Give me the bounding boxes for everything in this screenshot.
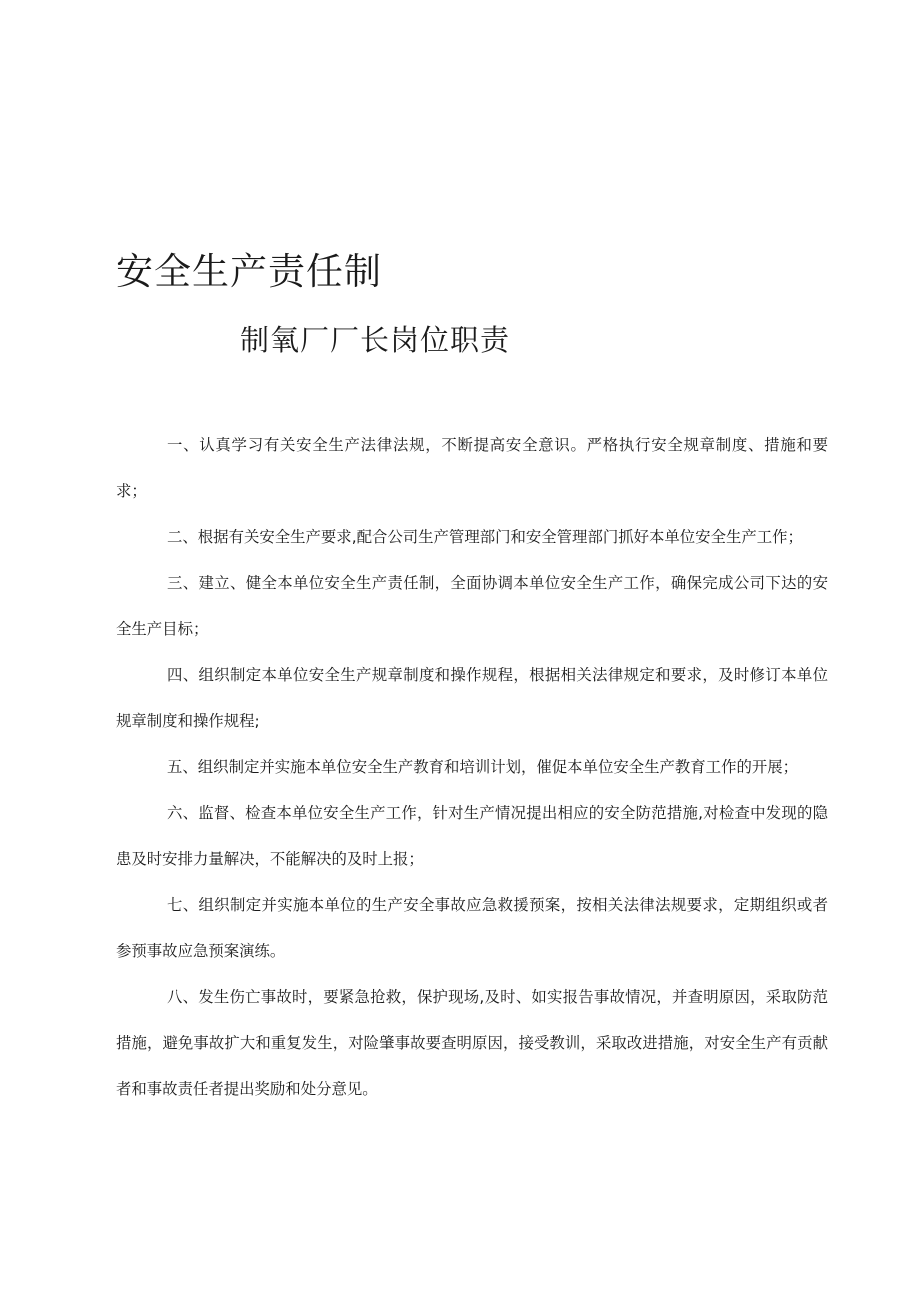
- paragraph-5: 五、组织制定并实施本单位安全生产教育和培训计划，催促本单位安全生产教育工作的开展；: [167, 758, 799, 776]
- paragraph-6: 六、监督、检查本单位安全生产工作，针对生产情况提出相应的安全防范措施,对检查中发现的隐患及时安排力量解决，不能解决的及时上报；: [116, 804, 828, 868]
- paragraph-4: 四、组织制定本单位安全生产规章制度和操作规程，根据相关法律规定和要求，及时修订本单位规章制度和操作规程;: [116, 666, 828, 730]
- paragraph-1: 一、认真学习有关安全生产法律法规，不断提高安全意识。严格执行安全规章制度、措施和要求；: [116, 436, 828, 500]
- document-title: 安全生产责任制: [116, 250, 382, 293]
- document-body: [116, 422, 828, 1112]
- paragraph-2: 二、根据有关安全生产要求,配合公司生产管理部门和安全管理部门抓好本单位安全生产工作；: [167, 528, 803, 546]
- document-subtitle: 制氧厂厂长岗位职责: [240, 323, 511, 357]
- paragraph-3: 三、建立、健全本单位安全生产责任制，全面协调本单位安全生产工作，确保完成公司下达的安全生产目标；: [116, 574, 828, 638]
- paragraph-8: 八、发生伤亡事故时，要紧急抢救，保护现场,及时、如实报告事故情况，并查明原因，采取防范措施，避免事故扩大和重复发生，对险肇事故要查明原因，接受教训，采取改进措施，对安全生产有贡献者和事故责任者提出奖励和处分意见。: [116, 988, 828, 1098]
- paragraph-7: 七、组织制定并实施本单位的生产安全事故应急救援预案，按相关法律法规要求，定期组织或者参预事故应急预案演练。: [116, 896, 828, 960]
